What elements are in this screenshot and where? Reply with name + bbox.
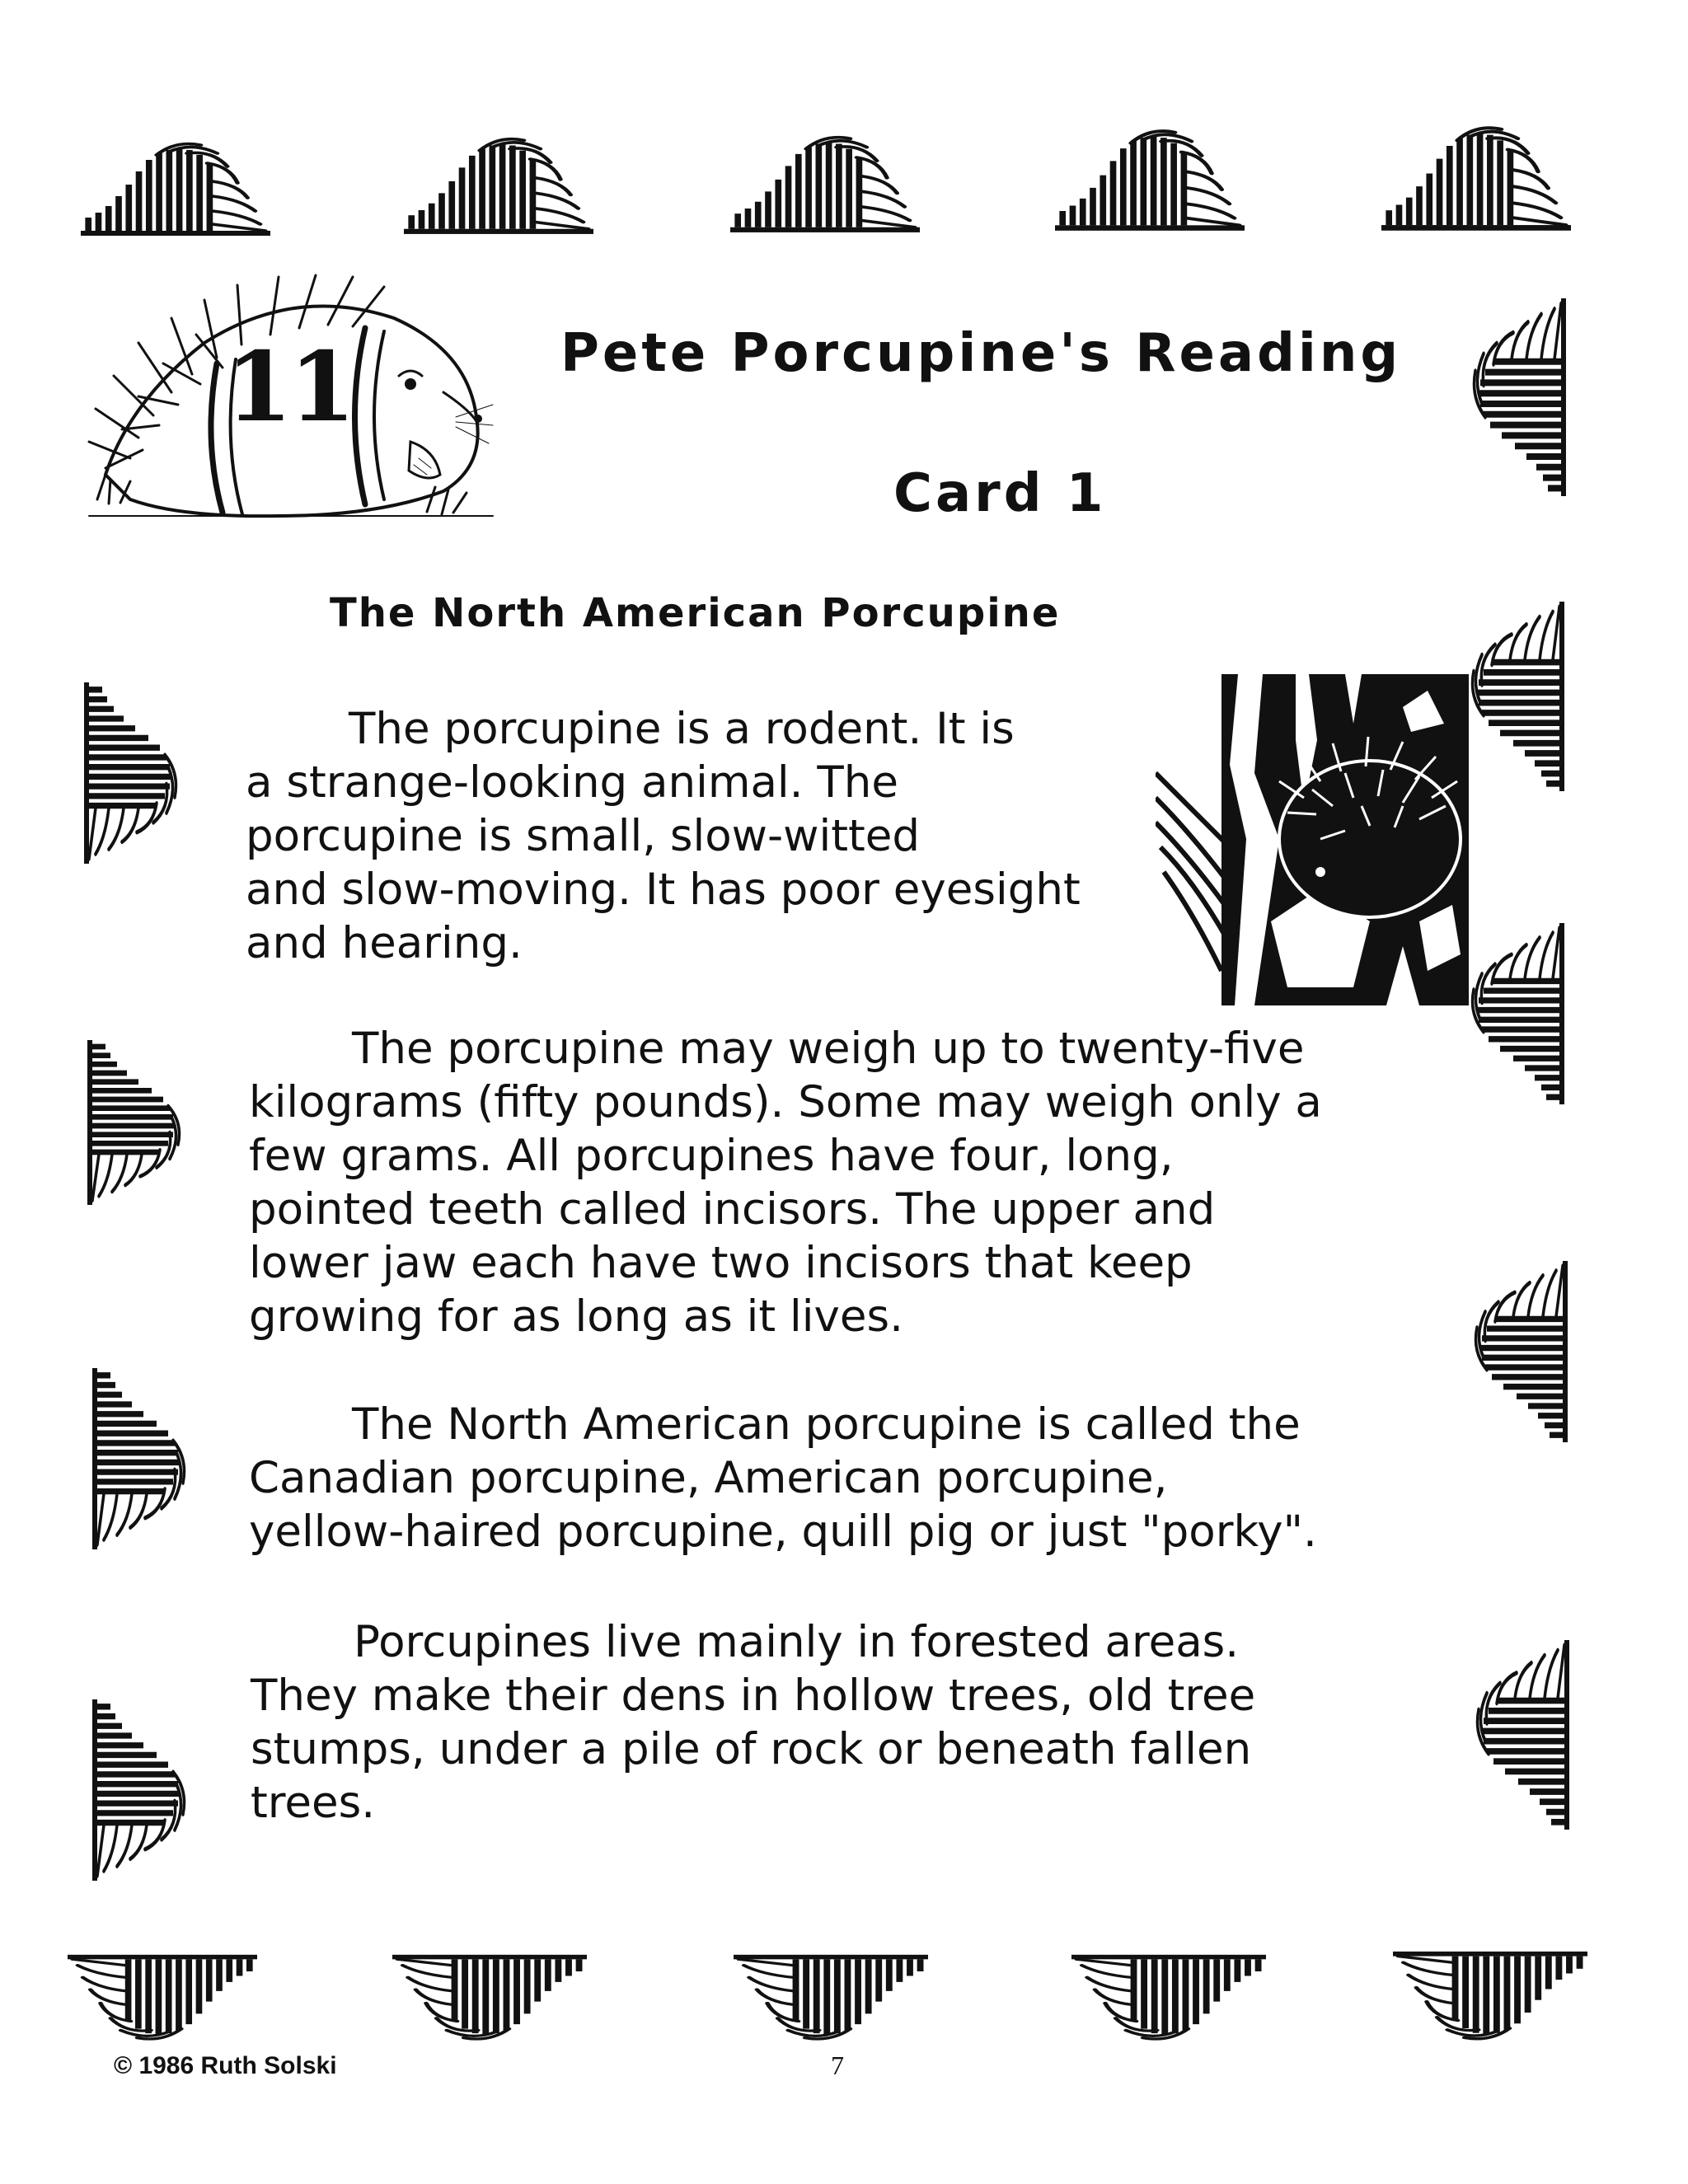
quill-tuft-icon [91,1368,190,1549]
quill-tuft-icon [1472,1640,1571,1830]
quill-tuft-icon [734,1953,928,2044]
paragraph [249,1398,1317,1558]
paragraph-line: The porcupine is a rodent. It is [349,704,1015,754]
paragraph-line: stumps, under a pile of rock or beneath fallen [251,1724,1252,1774]
paragraph-line: Canadian porcupine, American porcupine, [249,1453,1168,1503]
quill-tuft-icon [86,1040,185,1205]
quill-tuft-icon [1467,602,1566,791]
porcupine-mascot-icon [81,252,498,532]
quill-tuft-icon [392,1953,587,2044]
paragraph-line: Porcupines live mainly in forested areas. [354,1617,1240,1667]
paragraph-line: few grams. All porcupines have four, long, [249,1131,1174,1181]
paragraph [246,702,1081,970]
paragraph-line: The porcupine may weigh up to twenty-five [352,1024,1305,1074]
quill-tuft-icon [404,134,593,236]
card-subtitle: Card 1 [893,463,1107,524]
paragraph-line: yellow-haired porcupine, quill pig or just "porky". [249,1507,1317,1557]
paragraph-line: and slow-moving. It has poor eyesight [246,865,1081,915]
paragraph-line: They make their dens in hollow trees, old tree [251,1671,1256,1721]
quill-tuft-icon [68,1953,257,2044]
card-number: 11 [226,331,353,443]
paragraph-line: pointed teeth called incisors. The upper and [249,1184,1216,1235]
page-number: 7 [831,2050,844,2080]
section-heading: The North American Porcupine [330,590,1061,636]
quill-tuft-icon [1469,298,1568,496]
quill-tuft-icon [1381,122,1571,232]
porcupine-woodcut-illustration [1156,674,1470,1005]
paragraph-line: and hearing. [246,918,523,968]
quill-tuft-icon [1467,923,1566,1104]
page-title: Pete Porcupine's Reading [560,323,1402,384]
quill-tuft-icon [730,132,920,234]
quill-tuft-icon [1071,1953,1266,2044]
quill-tuft-icon [1393,1950,1587,2044]
paragraph [251,1615,1255,1830]
quill-tuft-icon [81,138,270,237]
paragraph-line: porcupine is small, slow-witted [246,811,921,861]
quill-tuft-icon [1055,125,1245,232]
paragraph-line: The North American porcupine is called the [352,1399,1301,1450]
paragraph-line: lower jaw each have two incisors that keep [249,1238,1193,1288]
quill-tuft-icon [82,682,181,864]
copyright-notice: © 1986 Ruth Solski [114,2052,337,2079]
quill-tuft-icon [91,1699,190,1881]
paragraph-line: a strange-looking animal. The [246,757,898,808]
paragraph-line: growing for as long as it lives. [249,1291,903,1342]
paragraph [249,1022,1322,1343]
paragraph-line: kilograms (fifty pounds). Some may weigh only a [249,1077,1322,1127]
paragraph-line: trees. [251,1778,376,1828]
quill-tuft-icon [1470,1261,1569,1442]
